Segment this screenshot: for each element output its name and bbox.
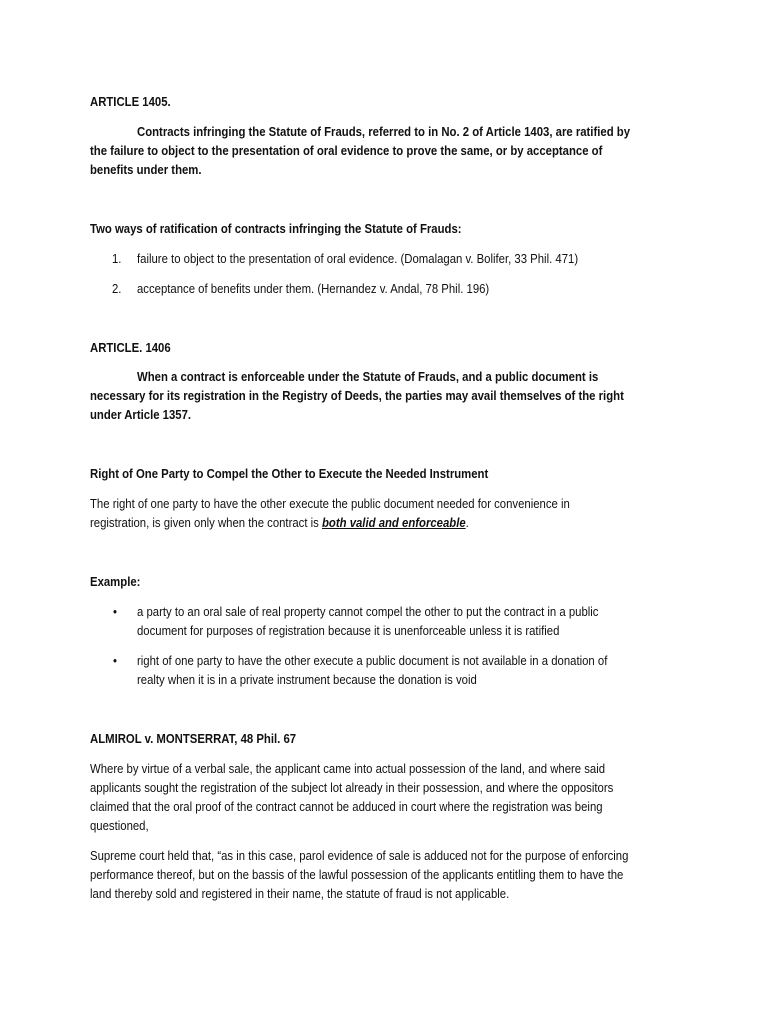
list-item: failure to object to the presentation of oral evidence. (Domalagan v. Bolifer, 33 Phil. 471) [137, 251, 579, 266]
bullet-item-line: realty when it is in a private instrument because the donation is void [137, 672, 477, 687]
example-heading: Example: [90, 574, 141, 589]
right-section-text: registration, is given only when the contract is [90, 515, 322, 530]
article-1405-text-line: benefits under them. [90, 162, 202, 177]
list-item: acceptance of benefits under them. (Hernandez v. Andal, 78 Phil. 196) [137, 281, 490, 296]
article-1406-text-line: under Article 1357. [90, 407, 192, 422]
ratification-heading: Two ways of ratification of contracts infringing the Statute of Frauds: [90, 221, 462, 236]
case-paragraph-line: questioned, [90, 818, 149, 833]
case-paragraph-line: claimed that the oral proof of the contract cannot be adduced in court where the registration was being [90, 799, 603, 814]
case-paragraph-line: performance thereof, but on the bassis of the lawful possession of the applicants entitling them to have the [90, 867, 624, 882]
right-section-text-line: The right of one party to have the other execute the public document needed for convenience in [90, 496, 570, 511]
case-paragraph-line: applicants sought the registration of the subject lot already in their possession, and where the oppositors [90, 780, 614, 795]
right-section-text-line [90, 513, 469, 533]
bullet-item-line: document for purposes of registration because it is unenforceable unless it is ratified [137, 623, 560, 638]
list-number: 1. [112, 251, 122, 266]
bullet-icon: • [113, 604, 117, 619]
article-1405-heading: ARTICLE 1405. [90, 94, 171, 109]
article-1405-text-line: Contracts infringing the Statute of Frauds, referred to in No. 2 of Article 1403, are ratified by [137, 124, 631, 139]
right-section-period: . [465, 515, 469, 530]
bullet-item-line: a party to an oral sale of real property cannot compel the other to put the contract in a public [137, 604, 599, 619]
bullet-icon: • [113, 653, 117, 668]
right-section-heading: Right of One Party to Compel the Other to Execute the Needed Instrument [90, 466, 489, 481]
article-1406-heading: ARTICLE. 1406 [90, 340, 171, 355]
case-paragraph-line: Supreme court held that, “as in this case, parol evidence of sale is adduced not for the purpose of enforcing [90, 848, 629, 863]
bullet-item-line: right of one party to have the other execute a public document is not available in a donation of [137, 653, 608, 668]
article-1405-text-line: the failure to object to the presentation of oral evidence to prove the same, or by acceptance of [90, 143, 603, 158]
article-1406-text-line: When a contract is enforceable under the Statute of Frauds, and a public document is [137, 369, 599, 384]
case-paragraph-line: Where by virtue of a verbal sale, the applicant came into actual possession of the land, and where said [90, 761, 606, 776]
emphasized-phrase: both valid and enforceable [321, 515, 466, 530]
list-number: 2. [112, 281, 122, 296]
case-heading: ALMIROL v. MONTSERRAT, 48 Phil. 67 [90, 731, 297, 746]
case-paragraph-line: land thereby sold and registered in their name, the statute of fraud is not applicable. [90, 886, 510, 901]
article-1406-text-line: necessary for its registration in the Registry of Deeds, the parties may avail themselves of the right [90, 388, 624, 403]
